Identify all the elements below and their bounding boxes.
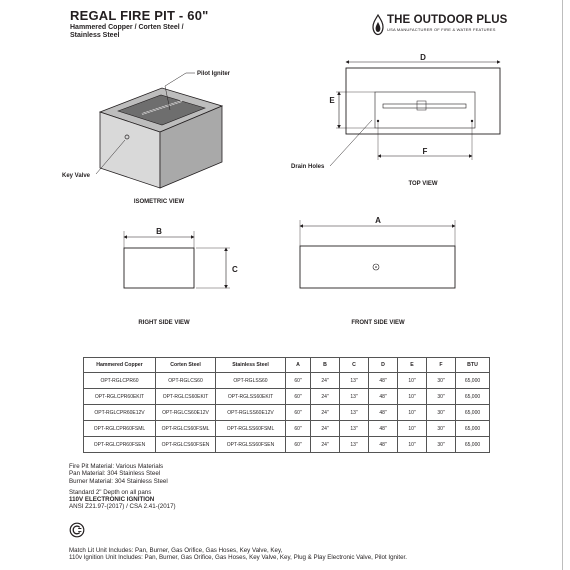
table-cell: 65,000 [456,421,490,437]
header-btu: BTU [456,358,490,373]
side-dim-c: C [232,265,238,274]
top-dim-f: F [422,147,428,156]
table-cell: OPT-RGLSS60E12V [216,405,286,421]
table-cell: 60" [286,389,311,405]
table-cell: 10" [398,389,427,405]
right-side-view [124,227,238,326]
table-cell: OPT-RGLCPR60FSML [84,421,156,437]
table-cell: OPT-RGLCPR60EKIT [84,389,156,405]
header-f: F [427,358,456,373]
table-cell: 60" [286,373,311,389]
front-side-view-caption: FRONT SIDE VIEW [351,320,405,326]
table-cell: 60" [286,405,311,421]
subtitle-line-1: Hammered Copper / Corten Steel / [70,24,184,31]
table-row [84,405,490,421]
pan-material: Pan Material: 304 Stainless Steel [69,470,161,478]
front-outline [300,246,455,288]
table-cell: OPT-RGLCS60FSEN [156,437,216,453]
table-cell: 60" [286,421,311,437]
ansi-note: ANSI Z21.97-(2017) / CSA 2.41-(2017) [69,503,176,511]
match-lit-includes: Match Lit Unit Includes: Pan, Burner, Gas Orifice, Gas Hoses, Key Valve, Key, [69,547,283,554]
table-cell: OPT-RGLSS60FSEN [216,437,286,453]
table-header-row [84,358,490,373]
front-dim-a: A [375,216,381,225]
table-cell: 10" [398,437,427,453]
side-dim-b: B [156,227,162,236]
table-cell: 65,000 [456,405,490,421]
table-cell: 65,000 [456,437,490,453]
table-row [84,373,490,389]
table-cell: OPT-RGLCPR60E12V [84,405,156,421]
side-outline [124,248,194,288]
top-dim-e: E [329,96,335,105]
ignition-unit-includes: 110v Ignition Unit Includes: Pan, Burner, Gas Orifice, Gas Hoses, Key Valve, Key, Plug & Play Electronic Valve, Pilot Igniter. [69,554,407,562]
standard-depth-note: Standard 2" Depth on all pans [69,488,152,496]
table-cell: 48" [369,389,398,405]
isometric-view [62,71,231,205]
key-valve-label: Key Valve [62,173,91,179]
table-cell: 48" [369,373,398,389]
csa-certification-icon [69,522,85,538]
table-cell: 48" [369,437,398,453]
isometric-view-caption: ISOMETRIC VIEW [133,199,185,205]
top-burner [383,104,466,108]
table-cell: OPT-RGLSS60FSML [216,421,286,437]
table-cell: 24" [311,373,340,389]
unit-includes-notes [69,547,559,562]
table-cell: 30" [427,421,456,437]
top-view-caption: TOP VIEW [408,181,438,187]
subtitle-line-2: Stainless Steel [70,32,120,39]
table-cell: OPT-RGLCS60 [156,373,216,389]
fire-pit-material: Fire Pit Material: Various Materials [69,463,164,470]
header-c: C [340,358,369,373]
table-cell: 10" [398,373,427,389]
table-row [84,421,490,437]
right-side-view-caption: RIGHT SIDE VIEW [138,320,190,326]
ignition-note: 110V ELECTRONIC IGNITION [69,496,155,504]
table-cell: 13" [340,437,369,453]
top-view [291,53,500,187]
table-cell: 48" [369,405,398,421]
spec-table [83,357,490,453]
table-cell: 60" [286,437,311,453]
burner-material: Burner Material: 304 Stainless Steel [69,477,168,485]
table-cell: 24" [311,389,340,405]
table-cell: 30" [427,405,456,421]
table-cell: OPT-RGLCPR60 [84,373,156,389]
table-cell: 24" [311,405,340,421]
drain-holes-label: Drain Holes [291,164,325,170]
table-cell: OPT-RGLCS60FSML [156,421,216,437]
table-cell: OPT-RGLSS60EKIT [216,389,286,405]
table-cell: 24" [311,421,340,437]
top-pilot [417,101,426,110]
brand-name: THE OUTDOOR PLUS [387,14,508,26]
table-cell: 65,000 [456,373,490,389]
table-cell: 30" [427,437,456,453]
table-cell: OPT-RGLCS60E12V [156,405,216,421]
table-cell: 65,000 [456,389,490,405]
header-corten-steel: Corten Steel [156,358,216,373]
table-cell: 13" [340,389,369,405]
table-row [84,437,490,453]
table-cell: OPT-RGLCPR60FSEN [84,437,156,453]
table-row [84,389,490,405]
table-cell: 48" [369,421,398,437]
pilot-igniter-label: Pilot Igniter [197,71,230,77]
table-cell: OPT-RGLCS60EKIT [156,389,216,405]
table-cell: 10" [398,405,427,421]
header-a: A [286,358,311,373]
page-title: REGAL FIRE PIT - 60" [70,8,209,23]
table-cell: 13" [340,405,369,421]
table-cell: 24" [311,437,340,453]
header-d: D [369,358,398,373]
header-e: E [398,358,427,373]
brand-tagline: USA MANUFACTURER OF FIRE & WATER FEATURES [387,27,496,32]
top-dim-d: D [420,53,426,62]
header-stainless-steel: Stainless Steel [216,358,286,373]
material-notes [69,463,549,511]
header-hammered-copper: Hammered Copper [84,358,156,373]
table-cell: 10" [398,421,427,437]
front-side-view [300,216,455,326]
table-cell: OPT-RGLSS60 [216,373,286,389]
table-cell: 13" [340,421,369,437]
table-cell: 13" [340,373,369,389]
header-b: B [311,358,340,373]
table-cell: 30" [427,373,456,389]
table-cell: 30" [427,389,456,405]
